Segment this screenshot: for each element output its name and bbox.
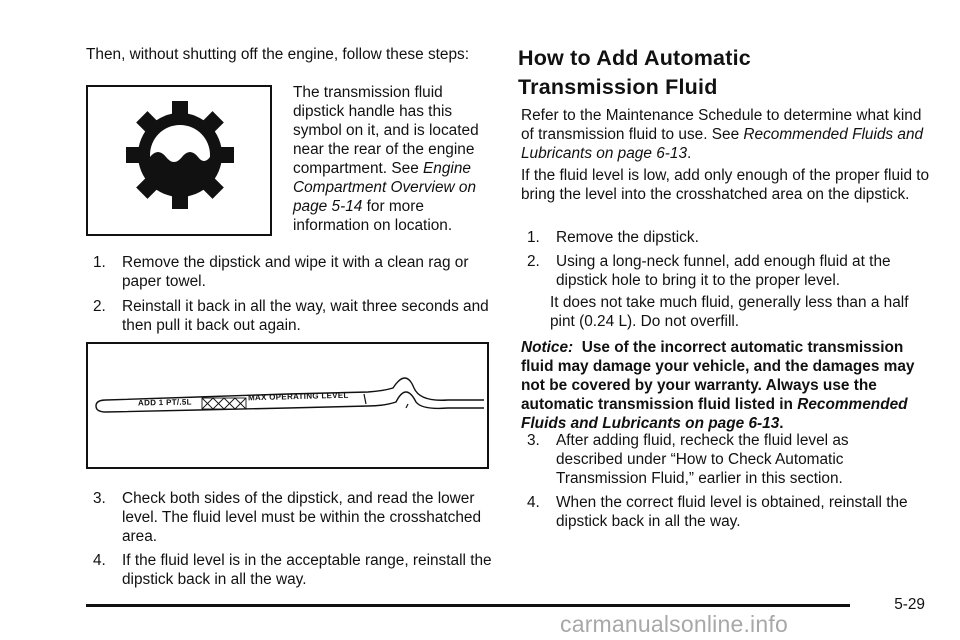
paragraph-text-end: . <box>687 145 692 162</box>
intro-text: Then, without shutting off the engine, follow these steps: <box>86 46 470 63</box>
transmission-gear-icon <box>88 87 270 234</box>
list-text: Remove the dipstick and wipe it with a clean rag or paper towel. <box>122 254 469 290</box>
list-number: 3. <box>527 432 540 449</box>
list-text: After adding fluid, recheck the fluid level as described under “How to Check Automatic Transmission Fluid,” earlier in this section. <box>556 432 849 487</box>
engine-compartment-link[interactable]: Engine Compartment Overview on page 5-14 <box>293 160 477 215</box>
list-text: When the correct fluid level is obtained, reinstall the dipstick back in all the way. <box>556 494 908 530</box>
footer-rule <box>86 604 850 607</box>
watermark: carmanualsonline.info <box>560 611 788 637</box>
list-item <box>527 431 927 488</box>
paragraph-text: Refer to the Maintenance Schedule to determine what kind of transmission fluid to use. See <box>521 107 922 143</box>
maintenance-paragraph <box>521 106 931 163</box>
page-number: 5-29 <box>894 596 925 613</box>
symbol-note-text: The transmission fluid dipstick handle has this symbol on it, and is located near the rear of the engine compartment. See <box>293 84 479 177</box>
list-number: 3. <box>93 490 106 507</box>
step-note: It does not take much fluid, generally less than a half pint (0.24 L). Do not overfill. <box>550 294 909 330</box>
list-item <box>93 489 493 546</box>
list-text: Remove the dipstick. <box>556 229 699 246</box>
symbol-note <box>293 83 493 235</box>
list-number: 4. <box>93 552 106 569</box>
list-number: 1. <box>527 229 540 246</box>
dipstick-add-label: ADD 1 PT/.5L <box>137 397 192 408</box>
list-text: Reinstall it back in all the way, wait three seconds and then pull it back out again. <box>122 298 489 334</box>
list-number: 2. <box>527 253 540 270</box>
notice-end: . <box>779 415 784 432</box>
low-level-paragraph: If the fluid level is low, add only enough of the proper fluid to bring the level into the crosshatched area on the dipstick. <box>521 167 930 203</box>
notice-fluids-link[interactable]: Recommended Fluids and Lubricants on page 6-13 <box>521 396 908 432</box>
list-item <box>527 493 927 531</box>
dipstick-max-label: MAX OPERATING LEVEL <box>247 390 349 403</box>
notice-block <box>521 338 933 433</box>
transmission-symbol-box <box>86 85 272 236</box>
recommended-fluids-link[interactable]: Recommended Fluids and Lubricants on page 6-13 <box>521 126 924 162</box>
list-item <box>93 551 493 589</box>
list-item <box>93 253 493 291</box>
notice-label: Notice: <box>521 339 574 356</box>
list-number: 4. <box>527 494 540 511</box>
list-item <box>527 228 927 247</box>
list-text: Check both sides of the dipstick, and read the lower level. The fluid level must be within the crosshatched area. <box>122 490 482 545</box>
list-text: Using a long-neck funnel, add enough fluid at the dipstick hole to bring it to the proper level. <box>556 253 891 289</box>
list-number: 2. <box>93 298 106 315</box>
notice-text: Use of the incorrect automatic transmission fluid may damage your vehicle, and the damages may not be covered by your warranty. Always use the automatic transmission fluid listed in <box>521 339 915 413</box>
list-number: 1. <box>93 254 106 271</box>
symbol-note-text-end: for more information on location. <box>293 198 453 234</box>
dipstick-figure-box <box>86 342 489 469</box>
list-text: If the fluid level is in the acceptable range, reinstall the dipstick back in all the way. <box>122 552 492 588</box>
list-item <box>93 297 493 335</box>
list-item <box>527 252 927 290</box>
section-heading-line2: Transmission Fluid <box>518 75 718 99</box>
section-heading-line1: How to Add Automatic <box>518 46 751 70</box>
